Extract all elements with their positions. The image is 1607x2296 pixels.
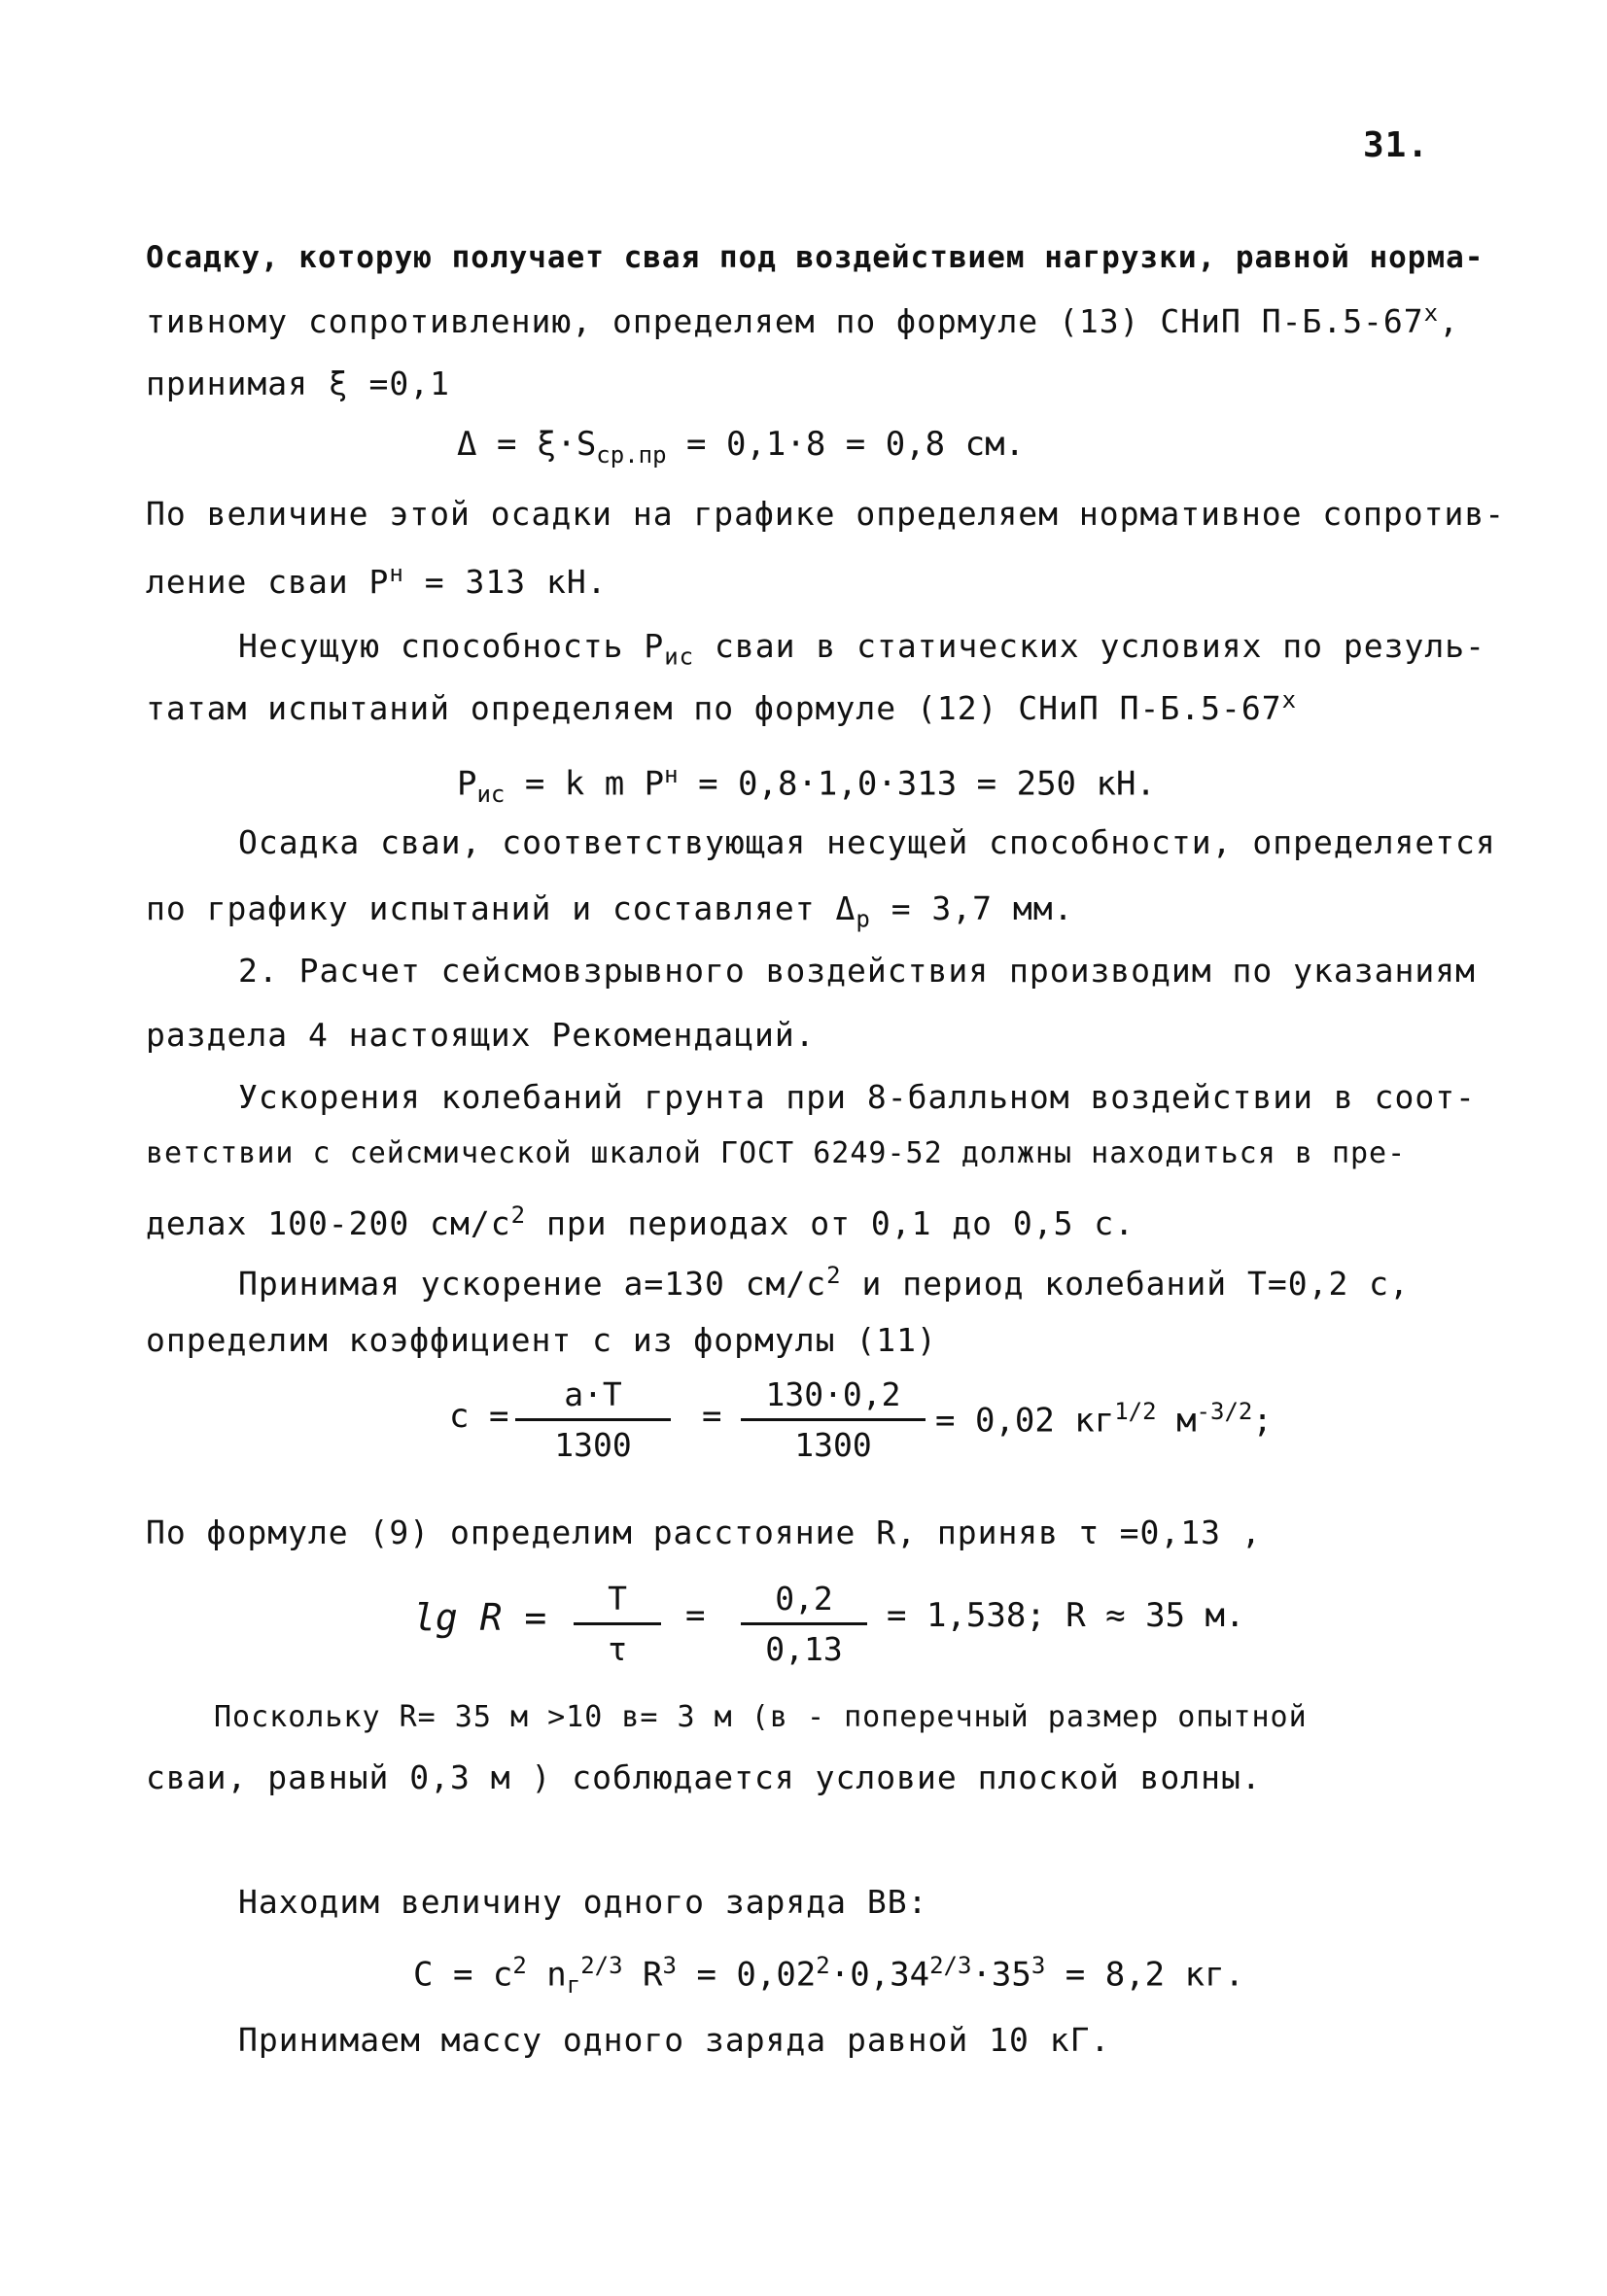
fraction-2-numerator: 130·0,2 (765, 1375, 901, 1413)
para7-line1: Принимая ускорение a=130 $см/с^2$ и период колебаний T=0,2 с, (238, 1262, 1410, 1303)
formula-c-equals: = (702, 1397, 722, 1436)
lg-fraction-1-denominator: τ (608, 1630, 627, 1668)
fraction-1-denominator: 1300 (554, 1426, 632, 1464)
lg-fraction-1-bar (574, 1622, 661, 1625)
para8-line1: По формуле (9) определим расстояние R, приняв τ =0,13 , (146, 1513, 1262, 1551)
para3-line1: Несущую способность $P_{ис}$ сваи в статических условиях по резуль- (238, 627, 1485, 671)
para1-line3: принимая ξ =0,1 (146, 365, 451, 402)
para4-line2: по графику испытаний и составляет $\Delta_р = 3,7$ мм. (146, 889, 1074, 933)
para1-line1: Осадку, которую получает свая под воздействием нагрузки, равной норма- (146, 240, 1485, 275)
formula-delta: $\Delta = \xi\cdot S_{ср.пр} = 0,1\cdot 8 = 0,8$ см. (457, 425, 1026, 469)
lg-fraction-2-bar (741, 1622, 867, 1625)
fraction-2-bar (741, 1418, 926, 1421)
formula-lg-rhs: = 1,538; R ≈ 35 м. (887, 1596, 1245, 1635)
formula-c-rhs: = 0,02 $кг^{1/2}$ $м^{-3/2}$; (935, 1398, 1273, 1441)
para3-line2: татам испытаний определяем по формуле (12) СНиП П-Б.5-67$^x$ (146, 686, 1298, 727)
para6-line1: Ускорения колебаний грунта при 8-балльном воздействии в соот- (238, 1078, 1476, 1116)
page-number: 31. (1363, 125, 1430, 165)
fraction-1-bar (515, 1418, 671, 1421)
para1-line2: тивному сопротивлению, определяем по формуле (13) СНиП П-Б.5-67$^x$, (146, 299, 1459, 340)
para7-line2: определим коэффициент c из формулы (11) (146, 1321, 937, 1359)
para11-line1: Принимаем массу одного заряда равной 10 кГ. (238, 2021, 1111, 2059)
para4-line1: Осадка сваи, соответствующая несущей способности, определяется (238, 823, 1496, 861)
para9-line2: сваи, равный 0,3 м ) соблюдается условие плоской волны. (146, 1758, 1262, 1796)
formula-c-fraction-1 (515, 1375, 671, 1464)
lg-fraction-2-denominator: 0,13 (765, 1630, 843, 1668)
fraction-2-denominator: 1300 (794, 1426, 872, 1464)
para9-line1: Поскольку R= 35 м >10 в= 3 м (в - поперечный размер опытной (214, 1700, 1308, 1734)
formula-lg-fraction-1 (574, 1580, 661, 1668)
formula-lg-lhs: lg R = (413, 1596, 547, 1639)
formula-c-fraction-2 (741, 1375, 926, 1464)
lg-fraction-2-numerator: 0,2 (775, 1580, 833, 1618)
para10-line1: Находим величину одного заряда ВВ: (238, 1883, 928, 1921)
para6-line2: ветствии с сейсмической шкалой ГОСТ 6249-52 должны находиться в пре- (146, 1136, 1407, 1170)
para5-line1: 2. Расчет сейсмовзрывного воздействия производим по указаниям (238, 952, 1476, 990)
formula-pis: $P_{ис} = k$ m $P^н = 0,8\cdot 1,0\cdot 313 = 250$ кН. (457, 761, 1156, 809)
fraction-1-numerator: a·T (564, 1375, 622, 1413)
para6-line3: делах 100-200 $см/с^2$ при периодах от 0,1 до 0,5 с. (146, 1201, 1135, 1242)
para2-line2: ление сваи $P^н = 313$ кН. (146, 560, 608, 601)
formula-lg-equals: = (685, 1596, 706, 1635)
formula-c-lhs: c = (449, 1397, 509, 1436)
formula-lg-fraction-2 (741, 1580, 867, 1668)
formula-charge: $C = c^2$ $n_г^{2/3}$ $R^3 = 0,02^2\cdot 0,34^{2/3}\cdot 35^3 = 8,2$ кг. (413, 1952, 1245, 2000)
para2-line1: По величине этой осадки на графике определяем нормативное сопротив- (146, 495, 1506, 533)
lg-fraction-1-numerator: T (608, 1580, 627, 1618)
para5-line2: раздела 4 настоящих Рекомендаций. (146, 1016, 816, 1054)
